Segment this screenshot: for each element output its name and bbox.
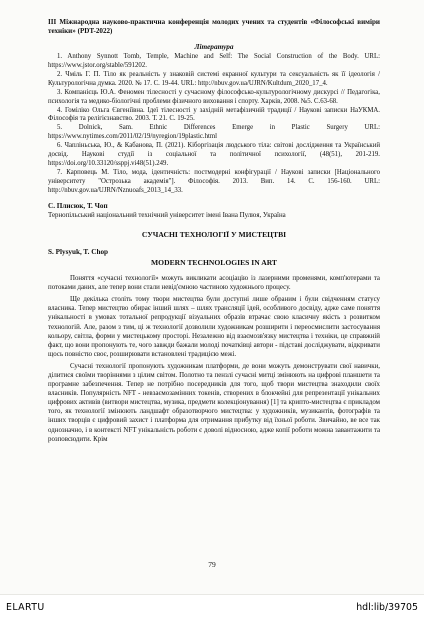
handle-identifier[interactable]: hdl:lib/39705 (356, 602, 418, 613)
reference-item: 5. Dolnick, Sam. Ethnic Differences Emerge in Plastic Surgery URL: https://www.nytimes.com/2011/02/19/nyregion/19plastic.html (48, 124, 380, 141)
reference-item: 7. Карповець М. Тіло, мода, ідентичність: постмодерні конфігурації / Наукові записки [Національного університету "Острозька академія"]. Філософія. 2013. Вип. 14. С. 156-160. URL: http://nbuv.gov.ua/UJRN/Nznuoafs_2013_14_33. (48, 169, 380, 195)
page-number: 79 (208, 560, 216, 569)
repository-name: ELARTU (6, 602, 45, 613)
reference-list (48, 53, 380, 196)
article-title-english: MODERN TECHNOLOGIES IN ART (151, 258, 277, 268)
reference-item: 1. Anthony Synnott Tomb, Temple, Machine and Self: The Social Construction of the Body. URL: https://www.jstor.org/stable/591202. (48, 52, 380, 69)
reference-item: 4. Гоміліко Ольга Євгеніївна. Ідеї тілесності у західній метафізичній традиції / Наукові записки НаУКМА. Філософія та релігієзнавство. 2003. Т. 21. С. 19-25. (48, 106, 380, 123)
authors-english: S. Plysyuk, T. Chop (48, 248, 109, 257)
authors-ukrainian: С. Плисюк, Т. Чоп (48, 202, 108, 211)
reference-item: 6. Чапліньська, Ю., & Кабанова, П. (2021). Кіборгізація людського тіла: світові дослідження та Український досвід. Наукові студії із соціальної та політичної психології, (48(51), 201-219. https://doi.org/10.33120/ssppj.vi48(51).249. (48, 142, 380, 168)
article-title-ukrainian: СУЧАСНІ ТЕХНОЛОГІЇ У МИСТЕЦТВІ (141, 230, 287, 240)
body-paragraph: Поняття «сучасні технології» можуть викликати асоціацію із лазерними променями, комп'ютерами та потоками даних, але тепер вони стали невід'ємною частиною художнього процесу. (48, 275, 380, 292)
affiliation: Тернопільський національний технічний університет імені Івана Пулюя, Україна (48, 212, 286, 220)
conference-header: III Міжнародна науково-практична конференція молодих учених та студентів «Філософські виміри техніки» (PDT-2022) (48, 18, 380, 36)
page-content (48, 8, 380, 444)
body-paragraph: Сучасні технології пропонують художникам платформи, де вони можуть демонструвати свої навички, ділитися своїми творіннями з цілим світом. Полотно та пензлі сучасні митці змінюють на цифрові планшети та програмне забезпечення. Тепер не потрібно посередників для того, щоб твори мистецтва знаходили своїх власників. Популярність NFT - невзаємозамінних токенів, створених в блокчейні для репрезентації унікальних цифрових активів (витвори мистецтва, музика, предмети колекціонування) [1] та крипто-мистецтва є прикладом того, як технології змінюють ландшафт образотворчого мистецтва: у художників, музикантів, фотографів та інших творців є цифровий захист і платформа для отримання прибутку від їхньої роботи. Звичайно, ве все так однозначно, і в контексті NFT унікальність роботи є доволі відносною, адже копії роботи можна завантажити та розповсюдити. Крім (48, 362, 380, 443)
reference-item: 2. Чміль Г. П. Тіло як реальність у знаковій системі екранної культури та сексуальність як її ідеологія / Культурологічна думка. 2020. № 17. С. 19-44. URL: http://nbuv.gov.ua/UJRN/Kultdum_2020_17_4. (48, 70, 380, 87)
body-paragraph: Ще декілька століть тому твори мистецтва були доступні лише обраним і були свідченням статусу власника. Тепер мистецтво обирає інший шлях – шлях трансляції ідей, особливого досвіду, адже саме поняття унікальності в умовах тотальної репродукції візуальних образів втрачає свою класичну якість з розвитком технологій. Але, разом з тим, ці ж технології дозволили художникам розширити і переосмислити застосування кольору, світла, форми у мистецькому просторі. Незалежно від взаємозв'язку мистецтва і техніки, це справжній факт, що вони пропонують те, чого завжди бажали молоді початківці автори - підставі досліджувати, відкривати щось повністю своє, розширювати встановлені традицією межі. (48, 296, 380, 358)
repository-footer (0, 596, 424, 620)
literature-heading: Література (194, 41, 234, 51)
reference-item: 3. Компанієць Ю.А. Феномен тілесності у сучасному філософсько-культурологічному дискурсі // Педагогіка, психологія та медико-біологічні проблеми фізичного виховання і спорту. Харків, 2008. №5. С.63-68. (48, 88, 380, 105)
